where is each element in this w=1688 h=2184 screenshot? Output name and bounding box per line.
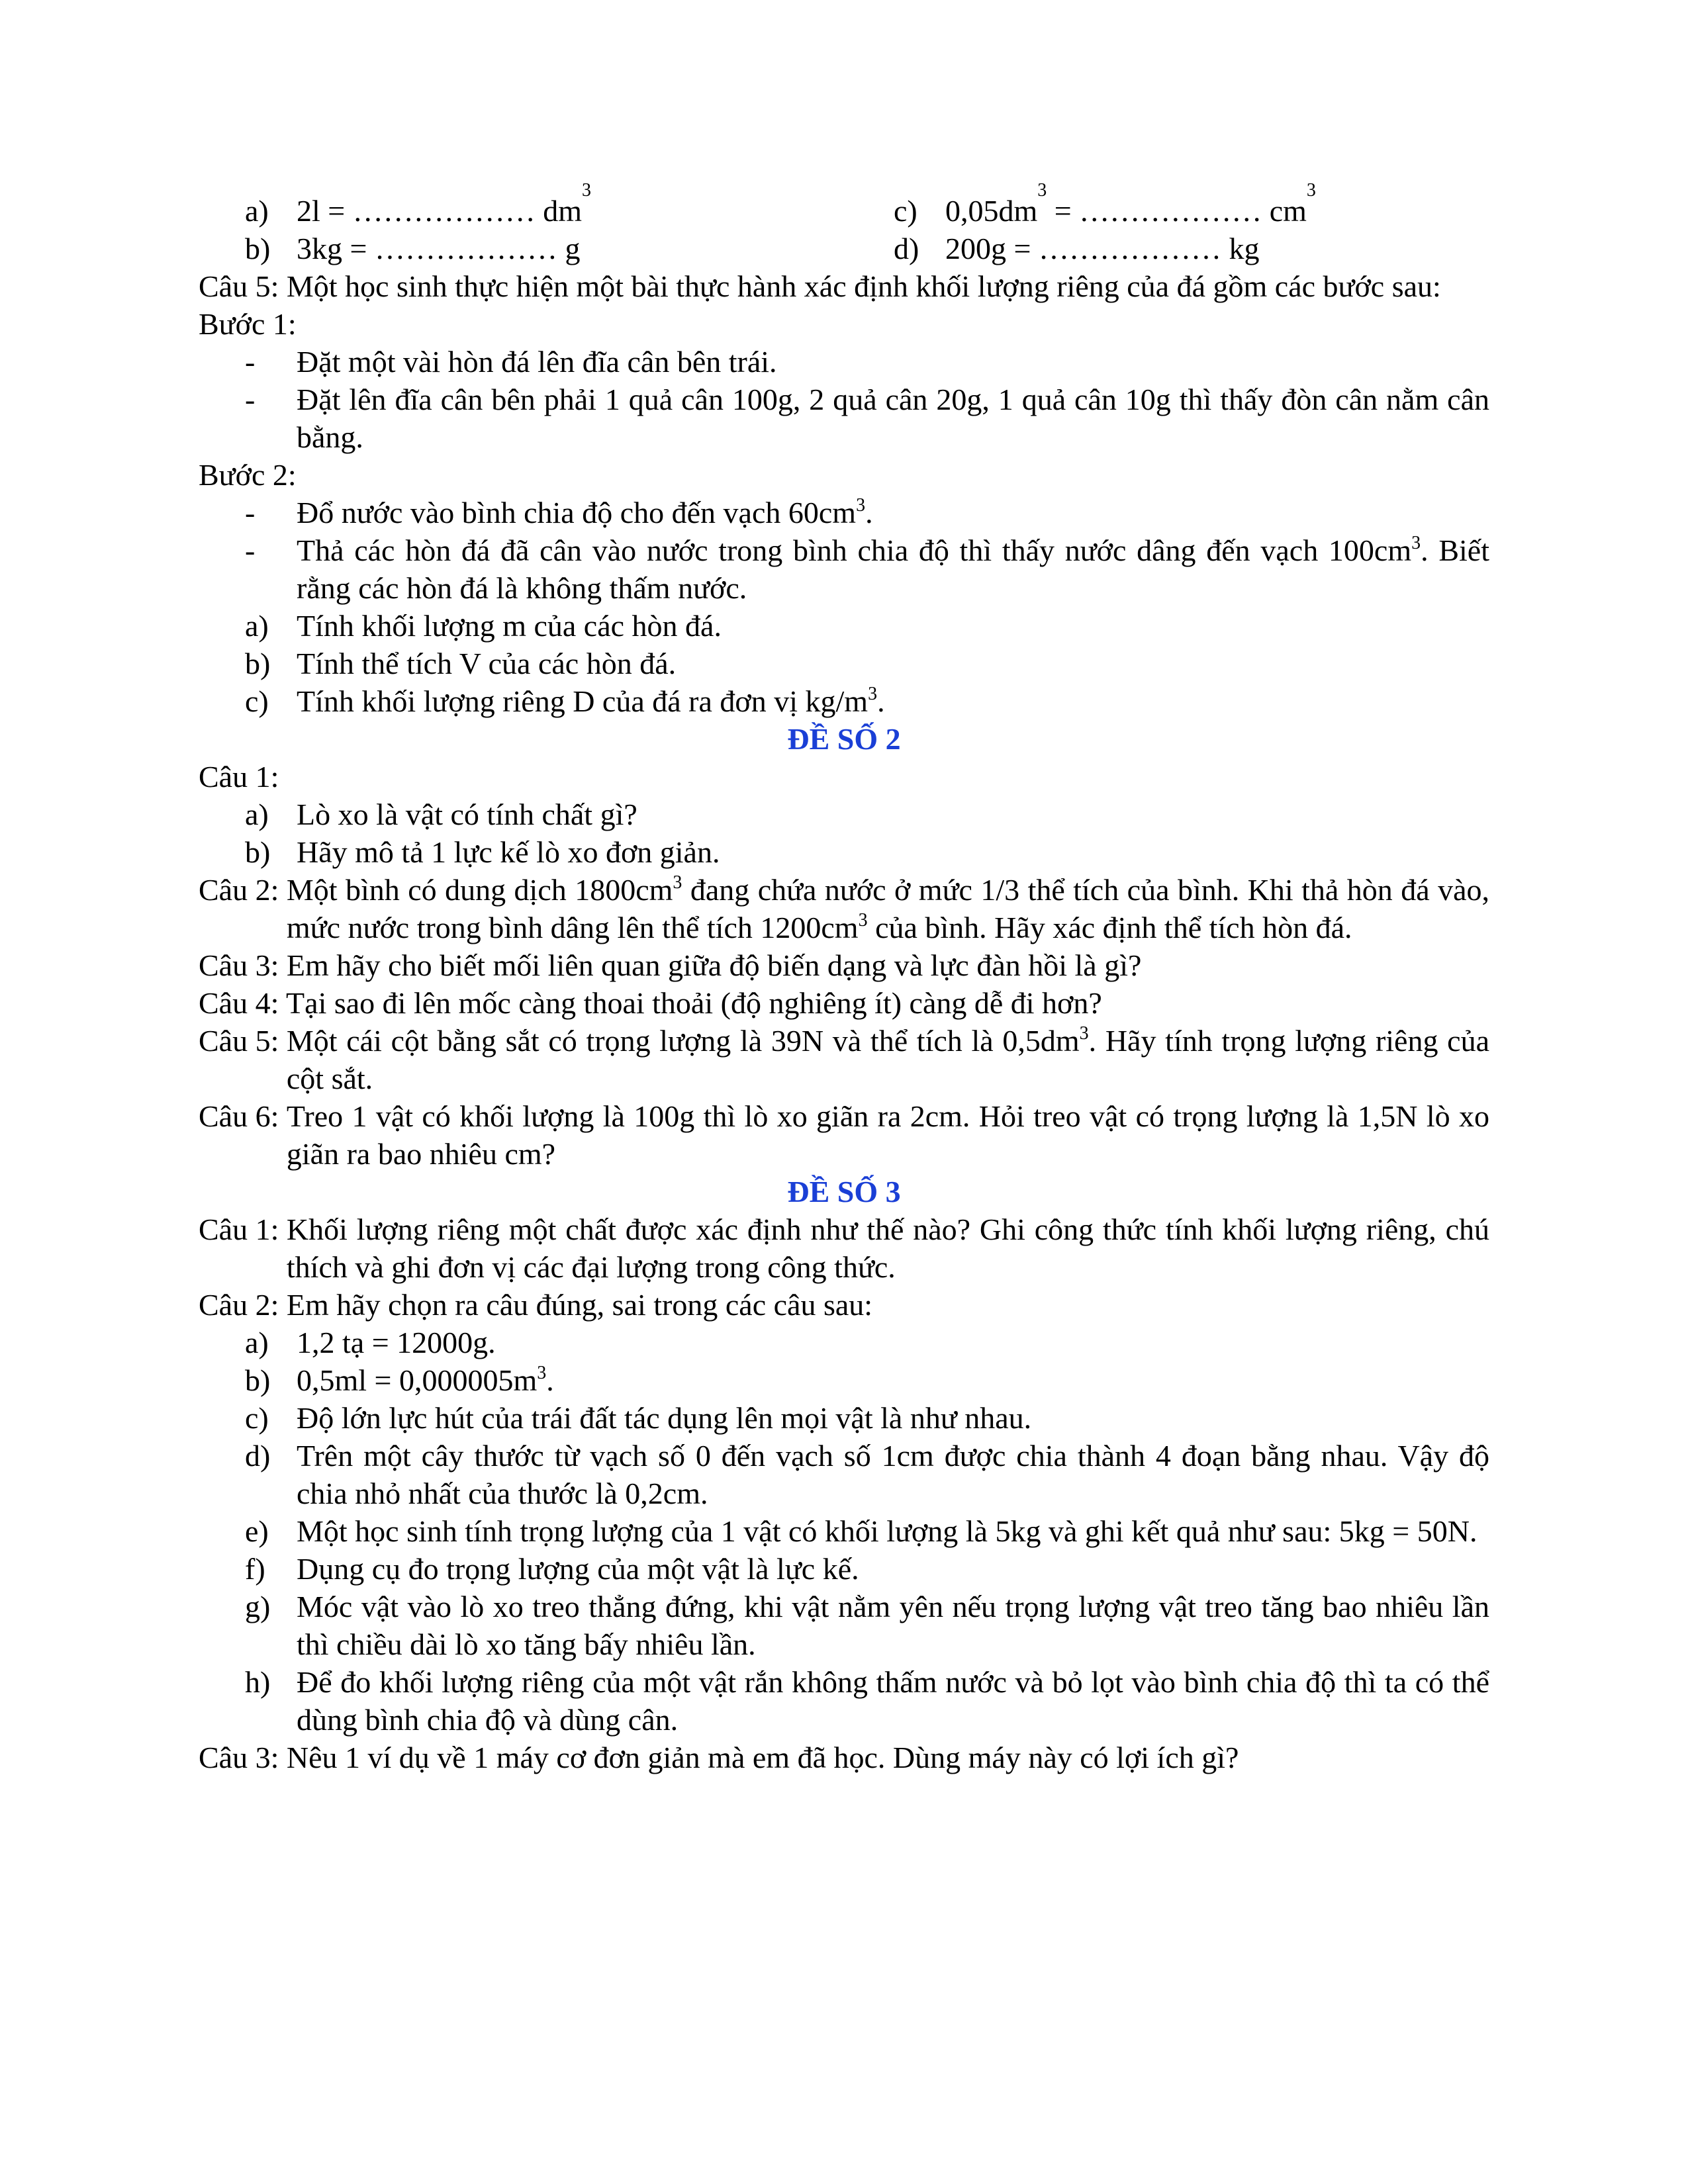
- sub-item-text: Lò xo là vật có tính chất gì?: [297, 797, 637, 831]
- conversion-row-1: [199, 180, 1489, 230]
- superscript: 3: [582, 180, 592, 201]
- question-text: [287, 871, 1489, 946]
- dash-marker: -: [245, 345, 256, 379]
- sub-item: [199, 607, 1489, 645]
- text-run: đang chứa nước ở mức 1/3 thể tích của bình. Khi thả hòn đá vào, mức nước trong bình dâng lên thể tích 1200cm: [286, 873, 1489, 944]
- sub-item-text: Tính thể tích V của các hòn đá.: [297, 647, 677, 680]
- text-run: .: [877, 684, 885, 718]
- step-label: Bước 1:: [199, 307, 297, 341]
- step-label: Bước 2:: [199, 458, 297, 492]
- superscript: 3: [1037, 180, 1047, 201]
- question-text: Một học sinh thực hiện một bài thực hành xác định khối lượng riêng của đá gồm các bước sau:: [286, 269, 1441, 303]
- question-6: [199, 1097, 1489, 1173]
- superscript: 3: [1411, 532, 1421, 553]
- sub-item: [199, 1324, 1489, 1361]
- question-label: Câu 5:: [199, 269, 287, 303]
- question-label: Câu 6:: [199, 1099, 287, 1133]
- sub-item-text: [297, 1361, 1489, 1399]
- superscript: 3: [1079, 1023, 1089, 1044]
- conversion-b: [199, 230, 894, 267]
- item-marker: g): [245, 1590, 271, 1623]
- bullet-item: [199, 343, 1489, 381]
- conversion-d: [894, 230, 1259, 267]
- question-3: Câu 3: Em hãy cho biết mối liên quan giữa độ biến dạng và lực đàn hồi là gì?: [199, 948, 1142, 982]
- sub-item: [199, 1588, 1489, 1663]
- item-marker: d): [245, 1439, 271, 1473]
- text-run: 0,5ml = 0,000005m: [297, 1363, 538, 1397]
- item-marker: b): [245, 835, 271, 869]
- superscript: 3: [1306, 180, 1316, 201]
- item-marker: a): [245, 797, 269, 831]
- dash-marker: -: [245, 533, 256, 567]
- question-3: Câu 3: Nêu 1 ví dụ về 1 máy cơ đơn giản mà em đã học. Dùng máy này có lợi ích gì?: [199, 1741, 1239, 1774]
- sub-item-text: Dụng cụ đo trọng lượng của một vật là lực kế.: [297, 1552, 859, 1586]
- question-label: Câu 1:: [199, 760, 279, 794]
- question-text: [287, 1022, 1489, 1097]
- item-marker: b): [245, 647, 271, 680]
- text-run: Đổ nước vào bình chia độ cho đến vạch 60cm: [297, 496, 857, 529]
- conversion-text: 3kg = ……………… g: [297, 232, 581, 265]
- item-marker: e): [245, 1514, 269, 1548]
- bullet-item: [199, 531, 1489, 607]
- sub-item-text: [297, 682, 1489, 720]
- question-text: Treo 1 vật có khối lượng là 100g thì lò xo giãn ra 2cm. Hỏi treo vật có trọng lượng là 1,5N lò xo giãn ra bao nhiêu cm?: [286, 1099, 1489, 1171]
- question-label: Câu 5:: [199, 1024, 287, 1058]
- question-4: Câu 4: Tại sao đi lên mốc càng thoai thoải (độ nghiêng ít) càng dễ đi hơn?: [199, 986, 1102, 1020]
- question-label: Câu 2:: [199, 873, 287, 907]
- sub-item: [199, 1437, 1489, 1512]
- item-marker: d): [894, 232, 919, 265]
- conversion-text: 200g = ……………… kg: [945, 232, 1260, 265]
- conversion-row-2: [199, 230, 1489, 267]
- text-run: . Hãy tính trọng lượng riêng của cột sắt.: [286, 1024, 1489, 1095]
- bullet-item: [199, 381, 1489, 456]
- item-marker: f): [245, 1552, 265, 1586]
- question-2: Câu 2: Em hãy chọn ra câu đúng, sai trong các câu sau:: [199, 1288, 873, 1322]
- sub-item-text: 1,2 tạ = 12000g.: [297, 1326, 496, 1359]
- text-run: . Biết rằng các hòn đá là không thấm nước.: [297, 533, 1489, 605]
- superscript: 3: [673, 872, 682, 893]
- question-2: [199, 871, 1489, 946]
- conversion-a: [199, 180, 894, 230]
- section-heading-de-3: ĐỀ SỐ 3: [787, 1175, 901, 1208]
- question-5: [199, 1022, 1489, 1097]
- item-marker: a): [245, 194, 269, 228]
- bullet-item: [199, 494, 1489, 531]
- question-5: [199, 267, 1489, 305]
- text-run: Thả các hòn đá đã cân vào nước trong bình chia độ thì thấy nước dâng đến vạch 100cm: [297, 533, 1412, 567]
- item-marker: b): [245, 232, 271, 265]
- sub-item: [199, 1361, 1489, 1399]
- text-run: Tính khối lượng riêng D của đá ra đơn vị kg/m: [297, 684, 868, 718]
- text-run: của bình. Hãy xác định thể tích hòn đá.: [867, 911, 1352, 944]
- item-marker: c): [245, 684, 269, 718]
- item-marker: h): [245, 1665, 271, 1699]
- item-marker: a): [245, 609, 269, 643]
- sub-item-text: Độ lớn lực hút của trái đất tác dụng lên mọi vật là như nhau.: [297, 1401, 1032, 1435]
- sub-item: [199, 682, 1489, 720]
- dash-marker: -: [245, 383, 256, 416]
- sub-item: [199, 1663, 1489, 1739]
- sub-item-text: Hãy mô tả 1 lực kế lò xo đơn giản.: [297, 835, 720, 869]
- sub-item: [199, 1512, 1489, 1550]
- superscript: 3: [858, 909, 868, 931]
- superscript: 3: [868, 683, 878, 704]
- sub-item: [199, 645, 1489, 682]
- superscript: 3: [856, 494, 866, 516]
- bullet-text: Đặt lên đĩa cân bên phải 1 quả cân 100g, 2 quả cân 20g, 1 quả cân 10g thì thấy đòn cân nằm cân bằng.: [297, 383, 1489, 454]
- sub-item-text: Để đo khối lượng riêng của một vật rắn không thấm nước và bỏ lọt vào bình chia độ thì ta có thể dùng bình chia độ và dùng cân.: [297, 1665, 1489, 1737]
- dash-marker: -: [245, 496, 256, 529]
- conversion-text: = ……………… cm: [1047, 194, 1307, 228]
- sub-item: [199, 1550, 1489, 1588]
- text-run: .: [865, 496, 873, 529]
- bullet-text: Đặt một vài hòn đá lên đĩa cân bên trái.: [297, 345, 777, 379]
- document-page: [199, 180, 1489, 1776]
- text-run: Một cái cột bằng sắt có trọng lượng là 39N và thể tích là 0,5dm: [286, 1024, 1080, 1058]
- sub-item-text: Tính khối lượng m của các hòn đá.: [297, 609, 722, 643]
- sub-item-text: Móc vật vào lò xo treo thẳng đứng, khi vật nằm yên nếu trọng lượng vật treo tăng bao nhiêu lần thì chiều dài lò xo tăng bấy nhiêu lần.: [297, 1590, 1489, 1661]
- conversion-c: [894, 180, 1316, 230]
- sub-item: [199, 1399, 1489, 1437]
- question-text: Khối lượng riêng một chất được xác định như thế nào? Ghi công thức tính khối lượng riêng, chú thích và ghi đơn vị các đại lượng trong công thức.: [286, 1212, 1489, 1284]
- conversion-text: 2l = ……………… dm: [297, 194, 583, 228]
- bullet-text: [297, 531, 1489, 607]
- sub-item: [199, 796, 1489, 833]
- conversion-text: 0,05dm: [945, 194, 1038, 228]
- superscript: 3: [537, 1362, 547, 1383]
- bullet-text: [297, 494, 1489, 531]
- sub-item-text: Trên một cây thước từ vạch số 0 đến vạch số 1cm được chia thành 4 đoạn bằng nhau. Vậy độ chia nhỏ nhất của thước là 0,2cm.: [297, 1439, 1489, 1510]
- sub-item-text: Một học sinh tính trọng lượng của 1 vật có khối lượng là 5kg và ghi kết quả như sau: 5kg = 50N.: [297, 1514, 1477, 1548]
- item-marker: c): [894, 194, 917, 228]
- section-heading-de-2: ĐỀ SỐ 2: [787, 722, 901, 756]
- text-run: Một bình có dung dịch 1800cm: [286, 873, 673, 907]
- item-marker: b): [245, 1363, 271, 1397]
- item-marker: c): [245, 1401, 269, 1435]
- question-1: [199, 1210, 1489, 1286]
- text-run: .: [546, 1363, 554, 1397]
- sub-item: [199, 833, 1489, 871]
- item-marker: a): [245, 1326, 269, 1359]
- question-label: Câu 1:: [199, 1212, 287, 1246]
